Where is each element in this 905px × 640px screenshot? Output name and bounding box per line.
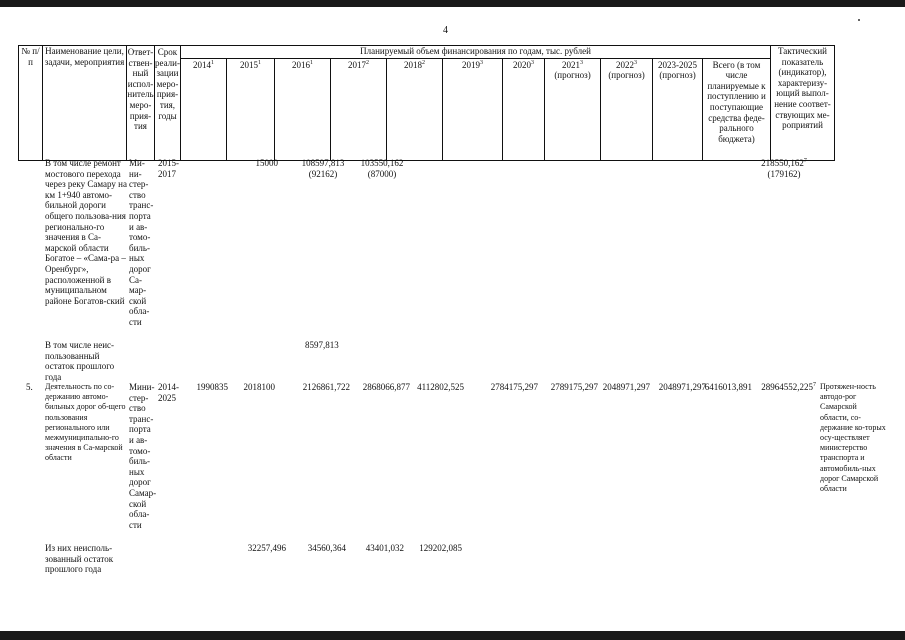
bottom-border-bar — [0, 631, 905, 640]
year-header-2022: 2022$^3$ (прогноз) — [601, 58, 653, 160]
unused-balance-row-2016: 8597,813 — [305, 340, 339, 350]
bridge-row-term: 2015-2017 — [158, 158, 179, 179]
item5-value-2023-2025: 6416013,891 — [704, 382, 752, 392]
planned-financing-header: Планируемый объем финансирования по годам, тыс. рублей — [181, 46, 771, 59]
item5-tactical-indicator: Протяжен-ность автодо-рог Самарской области, со-держание ко-торых осу-ществляет министерство транспорта и автомобиль-ных дорог Самарской области — [820, 382, 886, 494]
item5-value-2019: 2784175,297 — [490, 382, 538, 392]
item5-value-2018: 4112802,525 — [417, 382, 464, 392]
year-header-2018: 2018$^2$ — [387, 58, 443, 160]
bridge-row-total: 218550,162$^7$ (179162) — [761, 158, 807, 179]
item5-value-2014: 1990835 — [196, 382, 228, 392]
year-header-2014: 2014$^1$ — [181, 58, 227, 160]
item5-unused-2016: 34560,364 — [307, 543, 346, 553]
bridge-row-2016: 108597,813 (92162) — [301, 158, 345, 179]
col-resp-header: Ответ-ствен-ный испол-нитель меро-прия-тия — [127, 46, 155, 161]
unused-balance-row-name: В том числе неис-пользованный остаток прошлого года — [45, 340, 115, 382]
scan-speck — [858, 19, 860, 21]
year-header-2020: 2020$^3$ — [503, 58, 545, 160]
year-header-2016: 2016$^1$ — [275, 58, 331, 160]
item5-total: 28964552,225$^7$ — [761, 382, 816, 392]
bridge-row-2015: 15000 — [255, 158, 278, 168]
col-name-header: Наименование цели, задачи, мероприятия — [43, 46, 127, 161]
item5-term: 2014-2025 — [158, 382, 179, 403]
item5-value-2022: 2048971,297 — [658, 382, 706, 392]
top-border-bar — [0, 0, 905, 7]
item5-unused-2018: 129202,085 — [419, 543, 462, 553]
col-term-header: Срок реали-зации меро-прия-тия, годы — [155, 46, 181, 161]
item5-value-2021: 2048971,297 — [602, 382, 650, 392]
col-total-header: Всего (в том числе планируемые к поступлению и поступающие средства феде-рального бюджета) — [703, 58, 771, 160]
year-header-2019: 2019$^3$ — [443, 58, 503, 160]
item5-responsible: Мини-стер-ство транс-порта и ав-томо-биль-ных дорог Самар-ской обла-сти — [129, 382, 157, 530]
item5-unused-2015: 32257,496 — [247, 543, 286, 553]
item5-unused-2017: 43401,032 — [365, 543, 404, 553]
item5-number: 5. — [26, 382, 33, 392]
item5-value-2020: 2789175,297 — [550, 382, 598, 392]
item5-value-2017: 2868066,877 — [362, 382, 410, 392]
col-tactical-header: Тактический показатель (индикатор), характеризу-ющий выпол-нение соответ-ствующих ме-роприятий — [771, 46, 835, 161]
item5-value-2016: 2126861,722 — [302, 382, 350, 392]
page-number: 4 — [443, 25, 448, 36]
year-header-2021: 2021$^3$ (прогноз) — [545, 58, 601, 160]
year-header-2015: 2015$^1$ — [227, 58, 275, 160]
bridge-row-responsible: Ми-ни-стер-ство транс-порта и ав-томо-биль-ных дорог Са-мар-ской обла-сти — [129, 158, 154, 327]
financing-table-header — [18, 45, 835, 161]
item5-unused-balance-name: Из них неисполь-зованный остаток прошлого года — [45, 543, 114, 575]
year-header-2017: 2017$^2$ — [331, 58, 387, 160]
item5-name: Деятельность по со-держанию автомо-бильных дорог об-щего пользования регионального или межмуниципально-го значения в Са-марской области — [45, 382, 126, 463]
bridge-row-2017: 103550,162 (87000) — [360, 158, 404, 179]
bridge-row-name: В том числе ремонт мостового перехода через реку Самару на км 1+940 автомо-бильной дороги общего пользова-ния регионально-го значения в Са-марской области Богатое – «Сама-ра – Оренбург», расположенной в муниципальном районе Богатов-ский — [45, 158, 127, 306]
col-num-header: № п/п — [19, 46, 43, 161]
year-header-2023-2025: 2023-2025 (прогноз) — [653, 58, 703, 160]
item5-value-2015: 2018100 — [243, 382, 275, 392]
